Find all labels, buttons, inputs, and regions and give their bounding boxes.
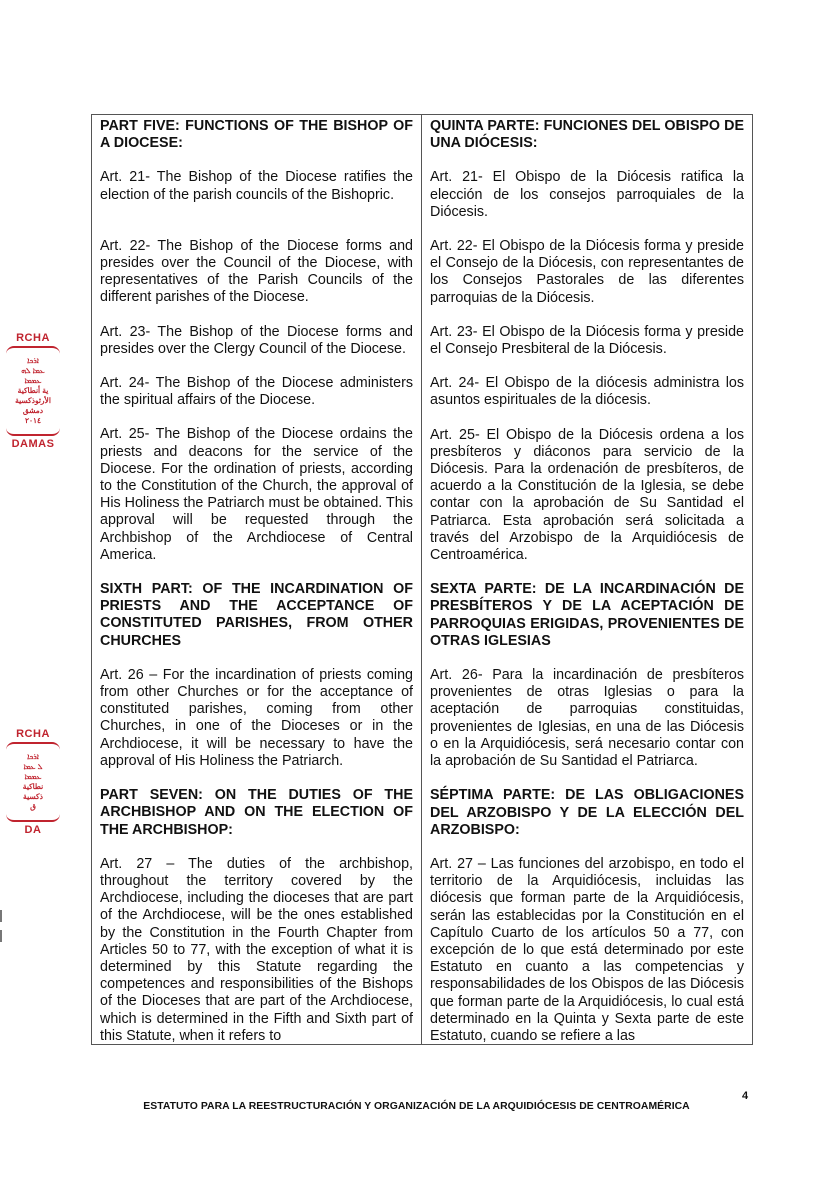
article-22-es: Art. 22- El Obispo de la Diócesis forma y preside el Consejo de la Diócesis, con representantes de los Consejos Pastorales de las diferentes parroquias de la Diócesis. <box>430 238 744 306</box>
stamp-bottom-word: DAMAS <box>11 438 55 450</box>
septima-parte-heading: SÉPTIMA PARTE: DE LAS OBLIGACIONES DEL ARZOBISPO Y DE LA ELECCIÓN DEL ARZOBISPO: <box>430 787 744 838</box>
stamp-arc <box>6 346 60 354</box>
sixth-part-heading: SIXTH PART: OF THE INCARDINATION OF PRIESTS AND THE ACCEPTANCE OF CONSTITUTED PARISHES, FROM OTHER CHURCHES <box>100 581 413 649</box>
article-26-es: Art. 26- Para la incardinación de presbíteros provenientes de otras Iglesias o para la aceptación de parroquias constituidas, provenientes de Iglesias, en una de las Diócesis o en la Arquidiócesis, será necesario contar con la aprobación de Su Santidad el Patriarca. <box>430 667 744 770</box>
article-26-en: Art. 26 – For the incardination of priests coming from other Churches or for the acceptance of constituted parishes, coming from other Churches, in one of the Dioceses or in the Archdiocese, it will be necessary to have the approval of His Holiness the Patriarch. <box>100 666 413 769</box>
article-25-en: Art. 25- The Bishop of the Diocese ordains the priests and deacons for the service of the Diocese. For the ordination of priests, according to the Constitution of the Church, the approval of His Holiness the Patriarch must be obtained. This approval will be requested through the Archbishop of the Archdiocese of Central America. <box>100 426 413 563</box>
article-21-es: Art. 21- El Obispo de la Diócesis ratifica la elección de los consejos parroquiales de la Diócesis. <box>430 169 744 220</box>
article-24-es: Art. 24- El Obispo de la diócesis administra los asuntos espirituales de la diócesis. <box>430 375 744 409</box>
part-five-heading: PART FIVE: FUNCTIONS OF THE BISHOP OF A DIOCESE: <box>100 118 413 152</box>
stamp-arc <box>6 742 60 750</box>
english-column <box>92 115 422 1044</box>
footer-title: ESTATUTO PARA LA REESTRUCTURACIÓN Y ORGANIZACIÓN DE LA ARQUIDIÓCESIS DE CENTROAMÉRICA <box>143 1101 690 1112</box>
scan-mark <box>0 910 2 922</box>
quinta-parte-heading: QUINTA PARTE: FUNCIONES DEL OBISPO DE UNA DIÓCESIS: <box>430 118 744 152</box>
article-23-es: Art. 23- El Obispo de la Diócesis forma y preside el Consejo Presbiteral de la Diócesis. <box>430 323 744 358</box>
page-number: 4 <box>742 1090 749 1102</box>
article-22-en: Art. 22- The Bishop of the Diocese forms and presides over the Council of the Diocese, with representatives of the Parish Councils of the different parishes of the Diocese. <box>100 237 413 306</box>
article-24-en: Art. 24- The Bishop of the Diocese administers the spiritual affairs of the Diocese. <box>100 375 413 409</box>
stamp-top-word: RCHA <box>16 728 50 740</box>
article-27-en: Art. 27 – The duties of the archbishop, throughout the territory covered by the Archdiocese, including the dioceses that are part of the Archdiocese, will be the ones established by the Constitution in the Fourth Chapter from Articles 50 to 77, with the exception of what it is determined by this Statute regarding the competences and responsibilities of the Bishops of the Dioceses that are part of the Archdiocese, which is determined in the Fifth and Sixth part of this Statute, when it refers to <box>100 855 413 1044</box>
bilingual-statute-table <box>91 114 753 1045</box>
archdiocese-seal-stamp: RCHA ܐܪܟܐ ܥܡܐ ܠܗ ܥܡܡܐ ية أنطاكية الأرثوذكسية دمشق ٢٠١٤ DAMAS <box>0 332 66 450</box>
article-23-en: Art. 23- The Bishop of the Diocese forms and presides over the Clergy Council of the Diocese. <box>100 323 413 357</box>
stamp-bottom-word: DA <box>24 824 42 836</box>
scan-mark <box>0 930 2 942</box>
article-27-es: Art. 27 – Las funciones del arzobispo, en todo el territorio de la Arquidiócesis, incluidas las diócesis que forman parte de la Arquidiócesis, serán las establecidas por la Constitución en el Capítulo Cuarto de los artículos 50 a 77, con excepción de lo que está determinado por este Estatuto en cuanto a las competencias y responsabilidades de los Obispos de las Diócesis que forman parte de la Arquidiócesis, lo cual está determinado en la Quinta y Sexta parte de este Estatuto, cuando se refiere a las <box>430 855 744 1044</box>
article-25-es: Art. 25- El Obispo de la Diócesis ordena a los presbíteros y diáconos para servicio de la Diócesis. Para la ordenación de presbíteros, de acuerdo a la Constitución de la Iglesia, se debe contar con la aprobación de Su Santidad el Patriarca. Esta aprobación será solicitada a través del Arzobispo de la Arquidiócesis de Centroamérica. <box>430 426 744 564</box>
stamp-arc <box>6 428 60 436</box>
stamp-arc <box>6 814 60 822</box>
sexta-parte-heading: SEXTA PARTE: DE LA INCARDINACIÓN DE PRESBÍTEROS Y DE LA ACEPTACIÓN DE PARROQUIAS ERIGIDAS, PROVENIENTES DE OTRAS IGLESIAS <box>430 581 744 649</box>
archdiocese-seal-stamp: RCHA ܐܪܟܐ ܠ ܥܡܐ ܥܡܡܐ نطاكية ذكسية ق DA <box>0 728 66 836</box>
stamp-top-word: RCHA <box>16 332 50 344</box>
article-21-en: Art. 21- The Bishop of the Diocese ratifies the election of the parish councils of the Bishopric. <box>100 169 413 203</box>
part-seven-heading: PART SEVEN: ON THE DUTIES OF THE ARCHBISHOP AND ON THE ELECTION OF THE ARCHBISHOP: <box>100 787 413 838</box>
spanish-column <box>422 115 752 1044</box>
